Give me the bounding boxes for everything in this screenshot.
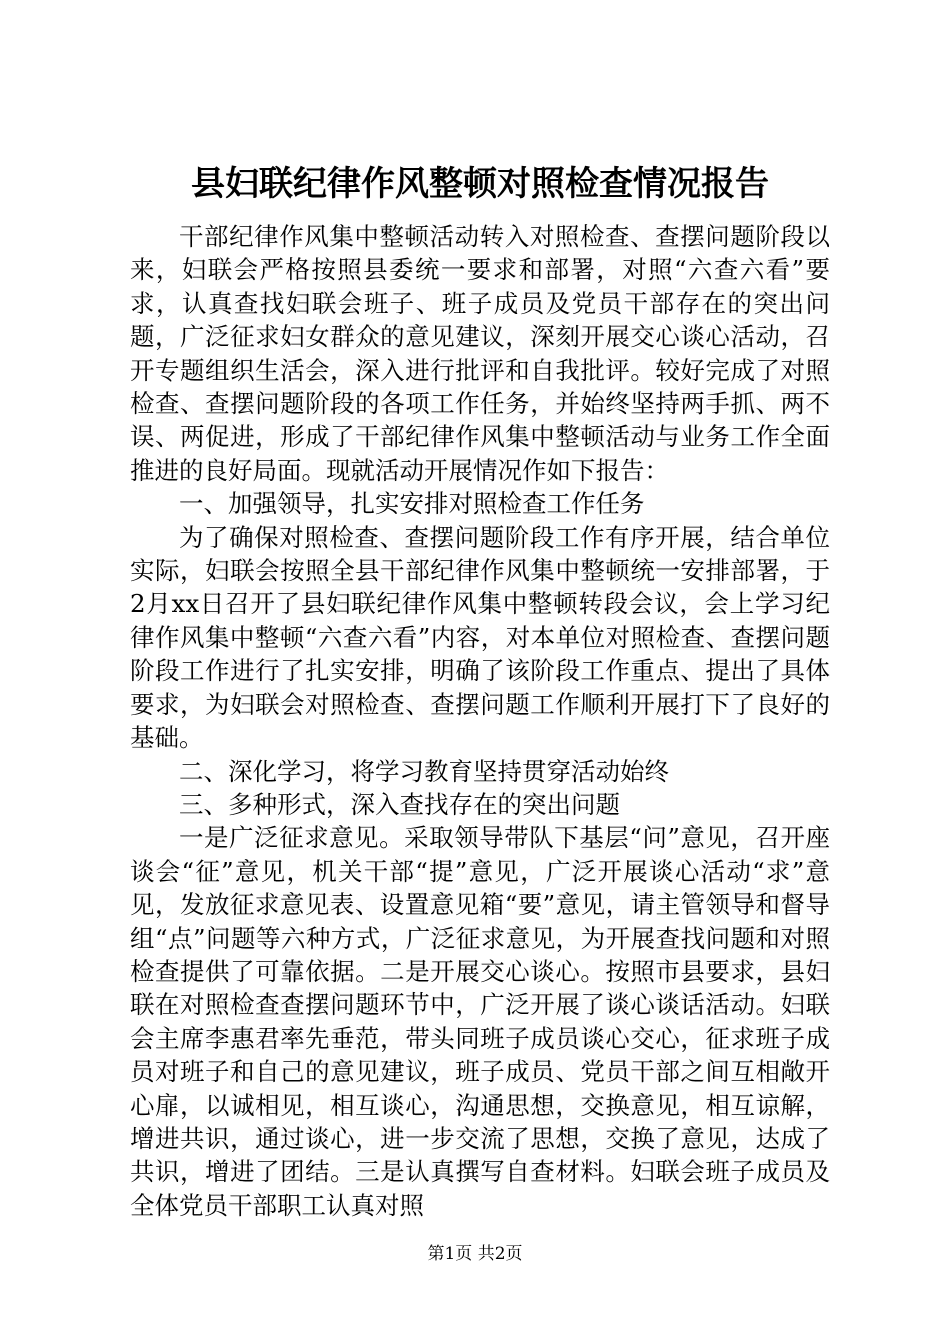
section-3-paragraph: 一是广泛征求意见。采取领导带队下基层“问”意见，召开座谈会“征”意见，机关干部“提”意见，广泛开展谈心活动“求”意见，发放征求意见表、设置意见箱“要”意见，请主管领导和督导组“点”问题等六种方式，广泛征求意见，为开展查找问题和对照检查提供了可靠依据。二是开展交心谈心。按照市县要求，县妇联在对照检查查摆问题环节中，广泛开展了谈心谈话活动。妇联会主席李惠君率先垂范，带头同班子成员谈心交心，征求班子成员对班子和自己的意见建议，班子成员、党员干部之间互相敞开心扉，以诚相见，相互谈心，沟通思想，交换意见，相互谅解，增进共识，通过谈心，进一步交流了思想，交换了意见，达成了共识，增进了团结。三是认真撰写自查材料。妇联会班子成员及全体党员干部职工认真对照 xyxy=(130,823,830,1220)
document-title: 县妇联纪律作风整顿对照检查情况报告 xyxy=(191,164,769,204)
section-heading-3: 三、多种形式，深入查找存在的突出问题 xyxy=(179,789,620,819)
section-heading-1: 一、加强领导，扎实安排对照检查工作任务 xyxy=(179,489,645,519)
page-footer: 第1页 共2页 xyxy=(427,1244,523,1264)
section-1-paragraph: 为了确保对照检查、查摆问题阶段工作有序开展，结合单位实际，妇联会按照全县干部纪律作风集中整顿统一安排部署，于2月xx日召开了县妇联纪律作风集中整顿转段会议，会上学习纪律作风集中整顿“六查六看”内容，对本单位对照检查、查摆问题阶段工作进行了扎实安排，明确了该阶段工作重点、提出了具体要求，为妇联会对照检查、查摆问题工作顺利开展打下了良好的基础。 xyxy=(130,522,830,753)
section-heading-2: 二、深化学习，将学习教育坚持贯穿活动始终 xyxy=(179,756,669,786)
document-page xyxy=(130,160,830,1222)
intro-paragraph: 干部纪律作风集中整顿活动转入对照检查、查摆问题阶段以来，妇联会严格按照县委统一要求和部署，对照“六查六看”要求，认真查找妇联会班子、班子成员及党员干部存在的突出问题，广泛征求妇女群众的意见建议，深刻开展交心谈心活动，召开专题组织生活会，深入进行批评和自我批评。较好完成了对照检查、查摆问题阶段的各项工作任务，并始终坚持两手抓、两不误、两促进，形成了干部纪律作风集中整顿活动与业务工作全面推进的良好局面。现就活动开展情况作如下报告： xyxy=(130,222,830,485)
